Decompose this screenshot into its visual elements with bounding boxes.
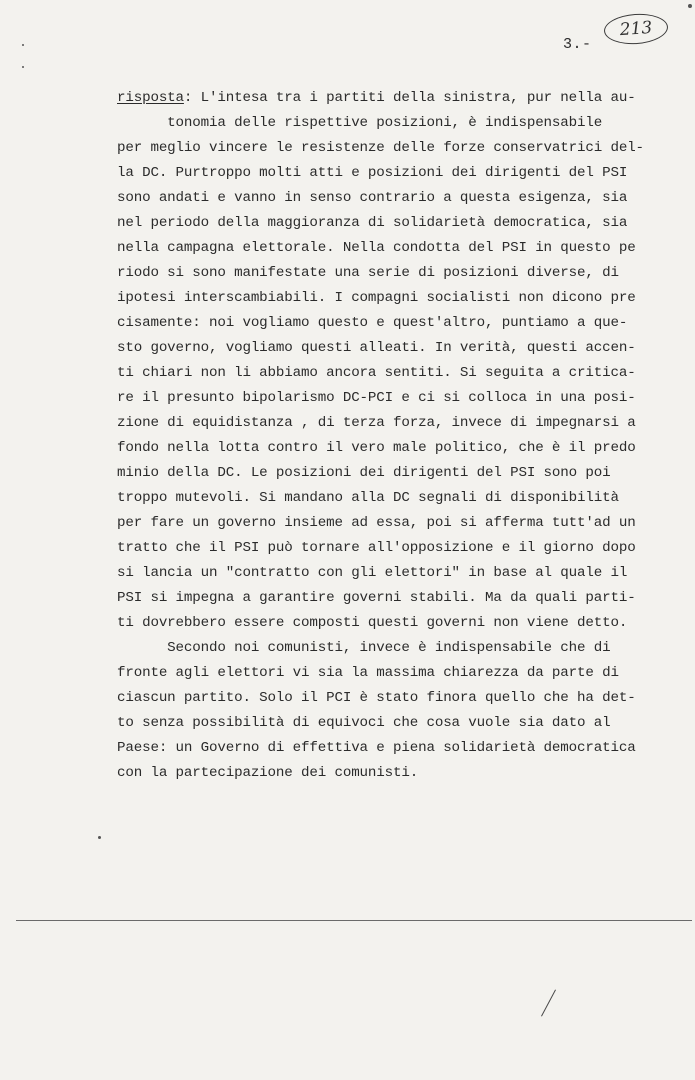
text-line xyxy=(117,90,636,106)
text-line: ipotesi interscambiabili. I compagni socialisti non dicono pre xyxy=(117,290,636,306)
text-line: PSI si impegna a garantire governi stabili. Ma da quali parti- xyxy=(117,590,636,606)
paper-speck xyxy=(98,836,101,839)
paper-speck xyxy=(22,66,24,68)
text-line: con la partecipazione dei comunisti. xyxy=(117,765,419,781)
text-line: fronte agli elettori vi sia la massima chiarezza da parte di xyxy=(117,665,619,681)
text-line: troppo mutevoli. Si mandano alla DC segnali di disponibilità xyxy=(117,490,619,506)
archive-number-stamp xyxy=(603,12,669,46)
pen-mark xyxy=(541,990,556,1017)
text-line: per meglio vincere le resistenze delle forze conservatrici del- xyxy=(117,140,644,156)
first-line-text: : L'intesa tra i partiti della sinistra, pur nella au- xyxy=(183,90,636,106)
horizontal-rule xyxy=(16,920,692,921)
text-line: fondo nella lotta contro il vero male politico, che è il predo xyxy=(117,440,636,456)
text-line: zione di equidistanza , di terza forza, invece di impegnarsi a xyxy=(117,415,636,431)
text-line: minio della DC. Le posizioni dei dirigenti del PSI sono poi xyxy=(117,465,611,481)
text-line: nella campagna elettorale. Nella condotta del PSI in questo pe xyxy=(117,240,636,256)
text-line: ciascun partito. Solo il PCI è stato finora quello che ha det- xyxy=(117,690,636,706)
paper-speck xyxy=(22,44,24,46)
text-line: ti chiari non li abbiamo ancora sentiti. Si seguita a critica- xyxy=(117,365,636,381)
text-line: re il presunto bipolarismo DC-PCI e ci si colloca in una posi- xyxy=(117,390,636,406)
text-line: per fare un governo insieme ad essa, poi si afferma tutt'ad un xyxy=(117,515,636,531)
archive-stamp-number: 213 xyxy=(619,17,653,41)
answer-label: risposta xyxy=(117,90,184,106)
text-line: la DC. Purtroppo molti atti e posizioni dei dirigenti del PSI xyxy=(117,165,628,181)
page-number: 3.- xyxy=(563,36,592,53)
text-line: sto governo, vogliamo questi alleati. In verità, questi accen- xyxy=(117,340,636,356)
text-line: cisamente: noi vogliamo questo e quest'altro, puntiamo a que- xyxy=(117,315,628,331)
text-line: riodo si sono manifestate una serie di posizioni diverse, di xyxy=(117,265,619,281)
text-line: si lancia un "contratto con gli elettori" in base al quale il xyxy=(117,565,628,581)
paper-speck xyxy=(688,4,692,8)
text-line: tonomia delle rispettive posizioni, è indispensabile xyxy=(117,115,603,131)
text-line: to senza possibilità di equivoci che cosa vuole sia dato al xyxy=(117,715,611,731)
text-line: sono andati e vanno in senso contrario a questa esigenza, sia xyxy=(117,190,628,206)
text-line: Secondo noi comunisti, invece è indispensabile che di xyxy=(117,640,611,656)
text-line: tratto che il PSI può tornare all'opposizione e il giorno dopo xyxy=(117,540,636,556)
text-line: nel periodo della maggioranza di solidarietà democratica, sia xyxy=(117,215,628,231)
text-line: ti dovrebbero essere composti questi governi non viene detto. xyxy=(117,615,628,631)
text-line: Paese: un Governo di effettiva e piena solidarietà democratica xyxy=(117,740,636,756)
